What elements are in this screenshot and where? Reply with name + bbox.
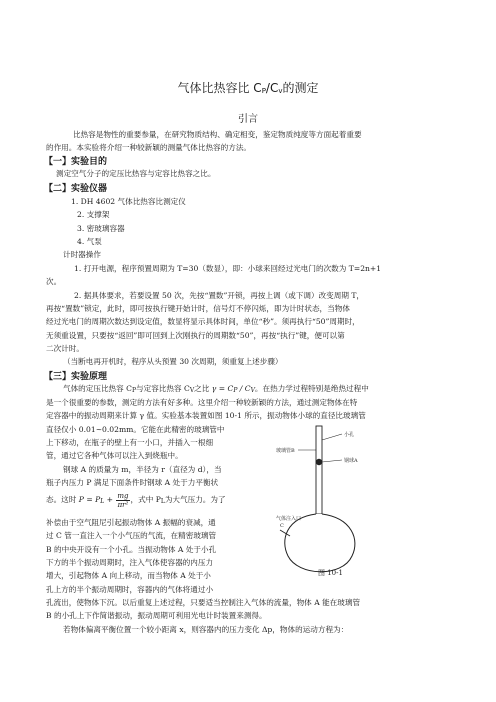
timer-step: 二次计时。 [46,344,84,353]
instrument-item: 2. 支撑架 [77,210,110,219]
intro-line: 比热容是物性的重要参量，在研究物质结构、确定相变，鉴定物质纯度等方面起着重要 [73,130,362,139]
label-inlet-c: C [280,523,284,529]
section-heading-instruments: 【二】实验仪器 [44,184,108,194]
intro-heading: 引言 [238,114,258,125]
label-hole: 小孔 [344,432,355,438]
page-title: 气体比热容比 CP/Cv的测定 [177,81,319,95]
principle-line: 下方的半个振动周期时，注入气体使容器的内压力 [46,558,214,567]
principle-line: 态。这时 P = PL + $\frac{mg}{\text{πr²}}$ ，式中 PL为大气压力。为了 [46,491,226,509]
principle-line: 瓶子内压力 P 满足下面条件时钢球 A 处于力平衡状 [46,478,219,487]
figure-caption: 图 10-1 [318,569,343,577]
timer-heading: 计时器操作 [63,250,101,259]
timer-note: （当断电再开机时，程序从头预置 30 次周期，须重复上述步骤） [63,357,283,366]
timer-step: 次。 [46,277,62,286]
glass-tube-shape [316,426,322,514]
principle-line: 钢球 A 的质量为 m，半径为 r（直径为 d），当 [63,465,222,474]
label-glass: 玻璃管B [276,448,295,454]
principle-line: 上下移动，在瓶子的壁上有一小口，并插入一根细 [46,438,214,447]
principle-line: 过 C 管一直注入一个小气压的气流，在精密玻璃管 [46,531,217,540]
timer-step: 1. 打开电源，程序预置周期为 T=30（数显），即：小球来回经过光电门的次数为 T=2n+1 [74,264,382,273]
section-heading-objective: 【一】实验目的 [44,157,108,167]
gamma-equation: γ = CP / CV [211,384,255,394]
section-heading-principle: 【三】实验原理 [44,372,108,382]
timer-step: 2. 据具体要求，若要设置 50 次，先按“置数”开锁，再按上调（或下调）改变周期 T， [74,291,364,300]
principle-line: B 的中央开设有一个小孔。当振动物体 A 处于小孔 [46,545,217,554]
label-ball: 钢球A [344,458,358,464]
instrument-item: 4. 气泵 [77,237,102,246]
pressure-equation: P = PL + $\frac{mg}{\text{πr²}}$ [78,491,129,509]
principle-line: 是一个很重要的参数，测定的方法有好多种。这里介绍一种较新颖的方法，通过测定物体在特 [46,398,358,407]
instrument-item: 1. DH 4602 气体比热容比测定仪 [71,197,186,206]
timer-step: 再按“置数”锁定，此时，即可按执行键开始计时，信号灯不停闪烁，即为计时状态，当物体 [46,304,350,313]
principle-line: 管，通过它各种气体可以注入到烧瓶中。 [46,451,183,460]
principle-line: 直径仅小 0.01~0.02mm。它能在此精密的玻璃管中 [46,425,225,434]
principle-line: 补偿由于空气阻尼引起振动物体 A 振幅的衰减，通 [46,518,216,527]
ball-shape [316,459,322,465]
timer-step: 无须重设置，只要按“返回”即可回到上次刚执行的周期数“50”，再按“执行”键，便可以第 [46,331,345,340]
principle-line: 孔上方的半个振动周期时，容器内的气体将通过小 [46,585,214,594]
principle-line: 若物体偏离平衡位置一个较小距离 x，则容器内的压力变化 Δp，物体的运动方程为： [63,625,349,634]
label-inlet: 气体注入口 [276,516,302,522]
timer-step: 经过光电门的周期次数达到设定值，数显将显示具体时间，单位“秒”。须再执行“50”周期时， [46,317,360,326]
principle-line: 增大，引起物体 A 向上移动，而当物体 A 处于小 [46,571,211,580]
objective-text: 测定空气分子的定压比热容与定容比热容之比。 [56,169,216,178]
intro-line: 的作用。本实验将介绍一种较新颖的测量气体比热容的方法。 [46,143,252,152]
principle-line: 气体的定压比热容 CP与定容比热容 CV之比 γ = CP / CV。在热力学过程特别是绝热过程中 [63,384,369,394]
principle-line: 定容器中的振动周期来计算 γ 值。实验基本装置如图 10-1 所示，振动物体小球的直径比玻璃管 [46,411,366,420]
principle-line: B 的小孔上下作简谐振动，振动周期可利用光电计时装置来测得。 [46,611,267,620]
instrument-item: 3. 密玻璃容器 [77,224,125,233]
principle-line: 孔流出，使物体下沉。以后重复上述过程，只要适当控制注入气体的流量，物体 A 能在玻璃管 [46,598,361,607]
apparatus-figure [276,422,392,582]
